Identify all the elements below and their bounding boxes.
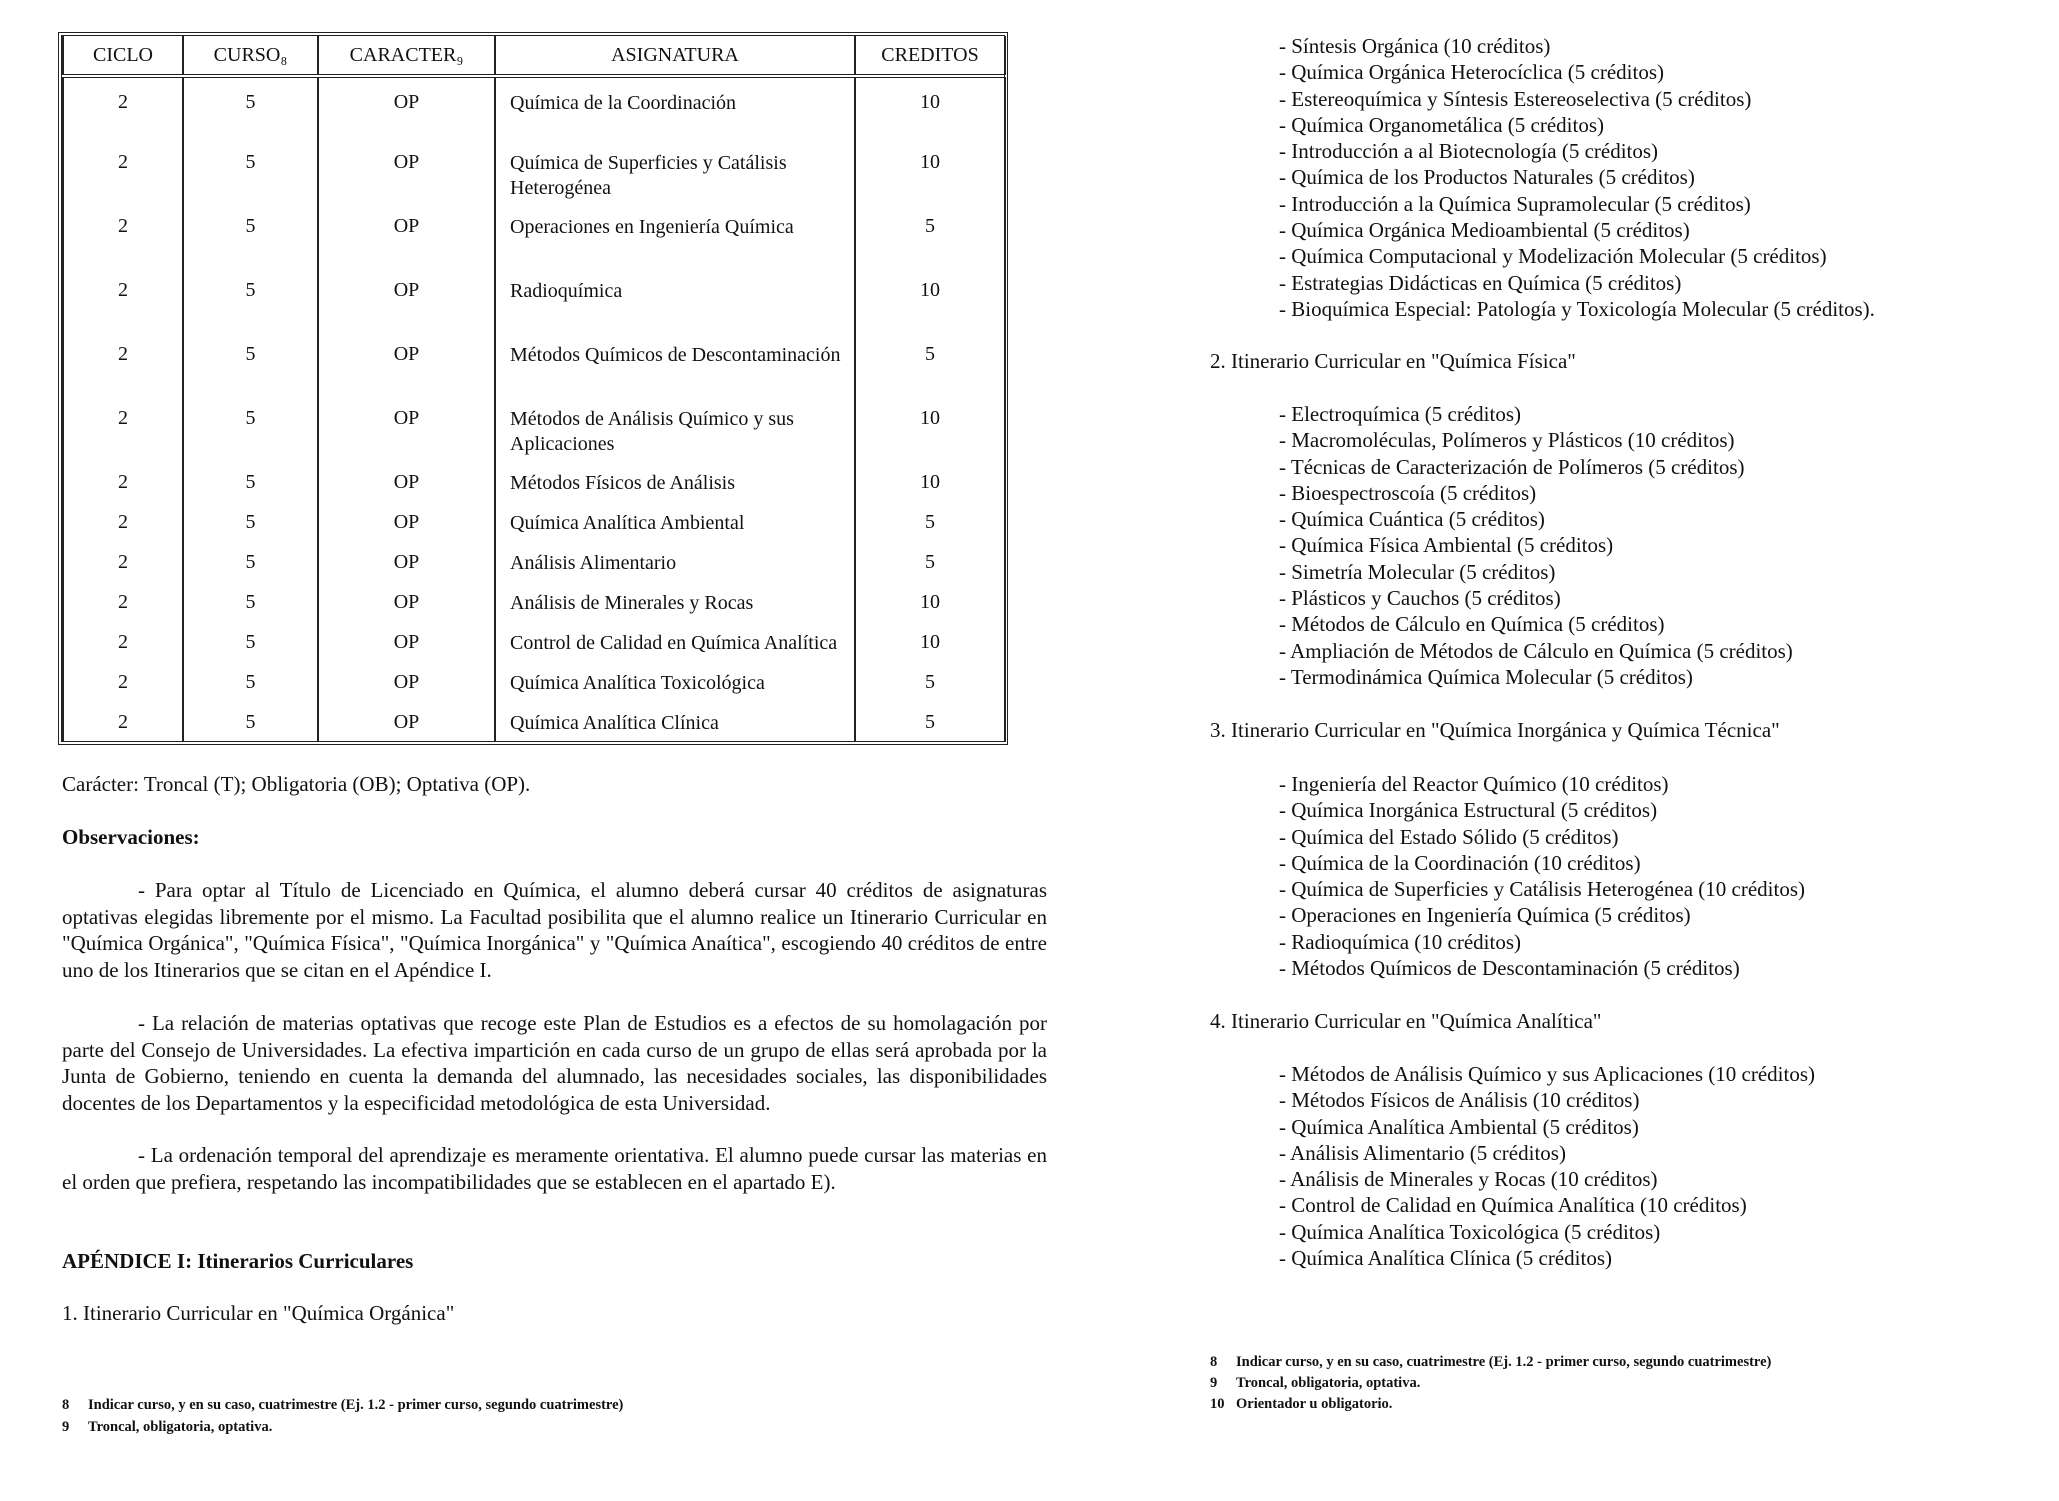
footnote-9 <box>1210 1374 1420 1393</box>
caracter-note: Carácter: Troncal (T); Obligatoria (OB); Optativa (OP). <box>62 772 531 796</box>
list-item: - Química de Superficies y Catálisis Heterogénea (10 créditos) <box>1279 876 1805 902</box>
cell-ciclo <box>63 266 183 330</box>
cell-text: Métodos de Análisis Químico y sus Aplicaciones <box>510 408 794 455</box>
list-item: - Técnicas de Caracterización de Polímeros (5 créditos) <box>1279 454 1793 480</box>
cell-ciclo <box>63 538 183 578</box>
cell-creditos <box>855 458 1005 498</box>
cell-text: Análisis de Minerales y Rocas <box>510 592 754 614</box>
cell-text: 2 <box>118 91 128 113</box>
cell-asignatura <box>495 458 855 498</box>
cell-text: OP <box>393 215 420 237</box>
list-item: - Análisis Alimentario (5 créditos) <box>1279 1140 1815 1166</box>
cell-creditos <box>855 138 1005 202</box>
cell-text: Química Analítica Ambiental <box>510 512 745 534</box>
cell-text: 5 <box>245 343 256 365</box>
footnote-number: 8 <box>1210 1354 1218 1370</box>
cell-text: Control de Calidad en Química Analítica <box>510 632 838 654</box>
cell-text: Química de la Coordinación <box>510 92 737 114</box>
cell-caracter <box>318 266 495 330</box>
footnote-8 <box>62 1396 623 1415</box>
cell-asignatura <box>495 658 855 698</box>
cell-curso <box>183 618 318 658</box>
cell-asignatura <box>495 498 855 538</box>
cell-asignatura <box>495 330 855 394</box>
cell-text: 5 <box>245 91 256 113</box>
cell-text: 2 <box>118 511 128 533</box>
cell-text: 5 <box>925 511 935 533</box>
cell-text: OP <box>393 511 420 533</box>
cell-text: Química de Superficies y Catálisis Heterogénea <box>510 152 787 199</box>
footnote-text: Troncal, obligatoria, optativa. <box>1236 1375 1421 1391</box>
list-item: - Operaciones en Ingeniería Química (5 créditos) <box>1279 902 1805 928</box>
cell-asignatura <box>495 202 855 266</box>
cell-asignatura <box>495 698 855 742</box>
footnote-number: 9 <box>1210 1375 1218 1391</box>
table-row <box>63 138 1005 202</box>
table-row <box>63 266 1005 330</box>
list-item: - Ampliación de Métodos de Cálculo en Química (5 créditos) <box>1279 638 1793 664</box>
footnote-text: Orientador u obligatorio. <box>1236 1396 1393 1412</box>
itinerary-4-heading: 4. Itinerario Curricular en "Química Analítica" <box>1210 1009 1602 1033</box>
cell-creditos <box>855 498 1005 538</box>
header-ciclo: CICLO <box>63 36 183 76</box>
cell-creditos <box>855 618 1005 658</box>
cell-text: 10 <box>920 591 940 613</box>
cell-text: 10 <box>920 279 940 301</box>
cell-text: 2 <box>118 551 128 573</box>
list-item: - Métodos Físicos de Análisis (10 créditos) <box>1279 1087 1815 1113</box>
observation-2: - La relación de materias optativas que recoge este Plan de Estudios es a efectos de su homolagación por parte del Consejo de Universidades. La efectiva impartición en cada curso de un grupo de ellas será aprobada por la Junta de Gobierno, teniendo en cuenta la demanda del alumnado, las necesidades sociales, las disponibilidades docentes de los Departamentos y la especificidad metodológica de esta Universidad. <box>62 1011 1047 1115</box>
cell-curso <box>183 458 318 498</box>
list-item: - Introducción a al Biotecnología (5 créditos) <box>1279 138 1875 164</box>
cell-ciclo <box>63 458 183 498</box>
cell-text: OP <box>393 631 420 653</box>
footnote-number: 8 <box>62 1397 70 1413</box>
subjects-table <box>62 36 1006 742</box>
cell-caracter <box>318 618 495 658</box>
list-item: - Bioespectroscoía (5 créditos) <box>1279 480 1793 506</box>
cell-text: 2 <box>118 471 128 493</box>
cell-text: OP <box>393 279 420 301</box>
footnote-text: Troncal, obligatoria, optativa. <box>88 1419 273 1435</box>
table-row <box>63 698 1005 742</box>
cell-text: 2 <box>118 215 128 237</box>
list-item: - Química de los Productos Naturales (5 créditos) <box>1279 164 1875 190</box>
cell-text: 5 <box>925 343 935 365</box>
cell-text: 2 <box>118 279 128 301</box>
cell-caracter <box>318 578 495 618</box>
cell-curso <box>183 76 318 138</box>
header-creditos: CREDITOS <box>855 36 1005 76</box>
cell-caracter <box>318 498 495 538</box>
appendix-heading: APÉNDICE I: Itinerarios Curriculares <box>62 1249 414 1273</box>
cell-text: OP <box>393 91 420 113</box>
list-item: - Macromoléculas, Polímeros y Plásticos (10 créditos) <box>1279 427 1793 453</box>
list-item: - Química Orgánica Heterocíclica (5 créditos) <box>1279 59 1875 85</box>
list-item: - Ingeniería del Reactor Químico (10 créditos) <box>1279 771 1805 797</box>
list-item: - Métodos de Cálculo en Química (5 créditos) <box>1279 611 1793 637</box>
cell-asignatura <box>495 266 855 330</box>
cell-text: 5 <box>245 471 256 493</box>
cell-text: OP <box>393 551 420 573</box>
list-item: - Electroquímica (5 créditos) <box>1279 401 1793 427</box>
cell-curso <box>183 578 318 618</box>
cell-ciclo <box>63 202 183 266</box>
cell-caracter <box>318 538 495 578</box>
itinerary-2-heading: 2. Itinerario Curricular en "Química Física" <box>1210 349 1576 373</box>
footnote-10 <box>1210 1395 1392 1414</box>
cell-text: 5 <box>245 151 256 173</box>
table-row <box>63 538 1005 578</box>
header-caracter: CARACTER₉ <box>318 36 495 76</box>
right-page <box>1190 0 2059 1501</box>
header-curso: CURSO₈ <box>183 36 318 76</box>
cell-text: 2 <box>118 591 128 613</box>
cell-creditos <box>855 658 1005 698</box>
cell-text: 5 <box>245 551 256 573</box>
cell-text: Química Analítica Toxicológica <box>510 672 765 694</box>
cell-caracter <box>318 698 495 742</box>
list-item: - Estereoquímica y Síntesis Estereoselectiva (5 créditos) <box>1279 86 1875 112</box>
cell-caracter <box>318 394 495 458</box>
cell-text: 5 <box>925 671 935 693</box>
cell-curso <box>183 202 318 266</box>
cell-creditos <box>855 538 1005 578</box>
cell-creditos <box>855 266 1005 330</box>
list-item: - Bioquímica Especial: Patología y Toxicología Molecular (5 créditos). <box>1279 296 1875 322</box>
inorganica-subject-list <box>1279 771 1805 981</box>
cell-asignatura <box>495 394 855 458</box>
cell-text: OP <box>393 711 420 733</box>
itinerary-1-heading: 1. Itinerario Curricular en "Química Orgánica" <box>62 1301 455 1325</box>
cell-text: 5 <box>245 511 256 533</box>
cell-text: 5 <box>245 671 256 693</box>
list-item: - Termodinámica Química Molecular (5 créditos) <box>1279 664 1793 690</box>
cell-text: 2 <box>118 151 128 173</box>
cell-caracter <box>318 330 495 394</box>
list-item: - Síntesis Orgánica (10 créditos) <box>1279 33 1875 59</box>
header-asignatura: ASIGNATURA <box>495 36 855 76</box>
list-item: - Control de Calidad en Química Analítica (10 créditos) <box>1279 1192 1815 1218</box>
cell-text: 10 <box>920 407 940 429</box>
cell-text: 10 <box>920 91 940 113</box>
cell-curso <box>183 498 318 538</box>
cell-text: 5 <box>925 711 935 733</box>
cell-text: 5 <box>245 407 256 429</box>
cell-caracter <box>318 138 495 202</box>
list-item: - Química de la Coordinación (10 créditos) <box>1279 850 1805 876</box>
cell-asignatura <box>495 618 855 658</box>
cell-text: 10 <box>920 471 940 493</box>
cell-curso <box>183 330 318 394</box>
cell-text: Métodos Físicos de Análisis <box>510 472 736 494</box>
list-item: - Simetría Molecular (5 créditos) <box>1279 559 1793 585</box>
cell-caracter <box>318 76 495 138</box>
cell-creditos <box>855 202 1005 266</box>
cell-text: Análisis Alimentario <box>510 552 677 574</box>
observaciones-heading: Observaciones: <box>62 825 200 849</box>
cell-asignatura <box>495 578 855 618</box>
table-row <box>63 394 1005 458</box>
cell-caracter <box>318 202 495 266</box>
cell-text: 2 <box>118 671 128 693</box>
list-item: - Radioquímica (10 créditos) <box>1279 929 1805 955</box>
cell-text: 5 <box>245 215 256 237</box>
cell-caracter <box>318 658 495 698</box>
cell-text: OP <box>393 471 420 493</box>
table-row <box>63 202 1005 266</box>
cell-text: 5 <box>245 631 256 653</box>
list-item: - Introducción a la Química Supramolecular (5 créditos) <box>1279 191 1875 217</box>
cell-text: Radioquímica <box>510 280 623 302</box>
list-item: - Química Inorgánica Estructural (5 créditos) <box>1279 797 1805 823</box>
cell-ciclo <box>63 76 183 138</box>
cell-text: 2 <box>118 407 128 429</box>
cell-text: 5 <box>245 591 256 613</box>
table-row <box>63 498 1005 538</box>
cell-curso <box>183 658 318 698</box>
cell-ciclo <box>63 394 183 458</box>
analitica-subject-list <box>1279 1061 1815 1271</box>
cell-creditos <box>855 578 1005 618</box>
table-row <box>63 658 1005 698</box>
cell-curso <box>183 394 318 458</box>
cell-ciclo <box>63 698 183 742</box>
list-item: - Química del Estado Sólido (5 créditos) <box>1279 824 1805 850</box>
cell-asignatura <box>495 138 855 202</box>
cell-text: 2 <box>118 631 128 653</box>
list-item: - Plásticos y Cauchos (5 créditos) <box>1279 585 1793 611</box>
cell-ciclo <box>63 618 183 658</box>
list-item: - Métodos de Análisis Químico y sus Aplicaciones (10 créditos) <box>1279 1061 1815 1087</box>
cell-curso <box>183 266 318 330</box>
table-body <box>63 76 1005 742</box>
fisica-subject-list <box>1279 401 1793 690</box>
cell-text: Métodos Químicos de Descontaminación <box>510 344 841 366</box>
observation-3: - La ordenación temporal del aprendizaje es meramente orientativa. El alumno puede cursar las materias en el orden que prefiera, respetando las incompatibilidades que se establecen en el apartado E). <box>62 1143 1047 1194</box>
organica-subject-list <box>1279 33 1875 322</box>
cell-ciclo <box>63 330 183 394</box>
list-item: - Química Orgánica Medioambiental (5 créditos) <box>1279 217 1875 243</box>
cell-text: OP <box>393 591 420 613</box>
cell-creditos <box>855 76 1005 138</box>
table-row <box>63 578 1005 618</box>
cell-text: OP <box>393 151 420 173</box>
list-item: - Química Analítica Clínica (5 créditos) <box>1279 1245 1815 1271</box>
cell-text: 5 <box>925 215 935 237</box>
list-item: - Estrategias Didácticas en Química (5 créditos) <box>1279 270 1875 296</box>
table-row <box>63 458 1005 498</box>
cell-text: Química Analítica Clínica <box>510 712 719 734</box>
list-item: - Química Física Ambiental (5 créditos) <box>1279 532 1793 558</box>
cell-text: 2 <box>118 343 128 365</box>
footnote-number: 10 <box>1210 1396 1225 1412</box>
list-item: - Métodos Químicos de Descontaminación (5 créditos) <box>1279 955 1805 981</box>
cell-curso <box>183 698 318 742</box>
table-row <box>63 330 1005 394</box>
cell-text: 5 <box>925 551 935 573</box>
cell-text: 10 <box>920 151 940 173</box>
cell-text: OP <box>393 343 420 365</box>
cell-asignatura <box>495 76 855 138</box>
itinerary-3-heading: 3. Itinerario Curricular en "Química Inorgánica y Química Técnica" <box>1210 718 1780 742</box>
cell-ciclo <box>63 498 183 538</box>
cell-text: 2 <box>118 711 128 733</box>
cell-asignatura <box>495 538 855 578</box>
list-item: - Química Analítica Toxicológica (5 créditos) <box>1279 1219 1815 1245</box>
cell-text: Operaciones en Ingeniería Química <box>510 216 794 238</box>
cell-caracter <box>318 458 495 498</box>
list-item: - Química Organometálica (5 créditos) <box>1279 112 1875 138</box>
cell-text: 5 <box>245 279 256 301</box>
table-row <box>63 76 1005 138</box>
cell-creditos <box>855 394 1005 458</box>
table-header-row <box>63 36 1005 76</box>
cell-text: OP <box>393 671 420 693</box>
table-row <box>63 618 1005 658</box>
cell-curso <box>183 538 318 578</box>
cell-text: OP <box>393 407 420 429</box>
cell-ciclo <box>63 578 183 618</box>
cell-text: 10 <box>920 631 940 653</box>
observation-1: - Para optar al Título de Licenciado en Química, el alumno deberá cursar 40 créditos de asignaturas optativas elegidas libremente por el mismo. La Facultad posibilita que el alumno realice un Itinerario Curricular en "Química Orgánica", "Química Física", "Química Inorgánica" y "Química Anaítica", escogiendo 40 créditos de entre uno de los Itinerarios que se citan en el Apéndice I. <box>62 878 1047 982</box>
footnote-9 <box>62 1418 272 1437</box>
list-item: - Química Cuántica (5 créditos) <box>1279 506 1793 532</box>
footnote-text: Indicar curso, y en su caso, cuatrimestre (Ej. 1.2 - primer curso, segundo cuatrimestre) <box>88 1397 624 1413</box>
footnote-text: Indicar curso, y en su caso, cuatrimestre (Ej. 1.2 - primer curso, segundo cuatrimestre) <box>1236 1354 1772 1370</box>
cell-creditos <box>855 330 1005 394</box>
footnote-8 <box>1210 1353 1771 1372</box>
cell-ciclo <box>63 658 183 698</box>
cell-creditos <box>855 698 1005 742</box>
cell-curso <box>183 138 318 202</box>
list-item: - Análisis de Minerales y Rocas (10 créditos) <box>1279 1166 1815 1192</box>
footnote-number: 9 <box>62 1419 70 1435</box>
cell-text: 5 <box>245 711 256 733</box>
list-item: - Química Analítica Ambiental (5 créditos) <box>1279 1114 1815 1140</box>
cell-ciclo <box>63 138 183 202</box>
list-item: - Química Computacional y Modelización Molecular (5 créditos) <box>1279 243 1875 269</box>
